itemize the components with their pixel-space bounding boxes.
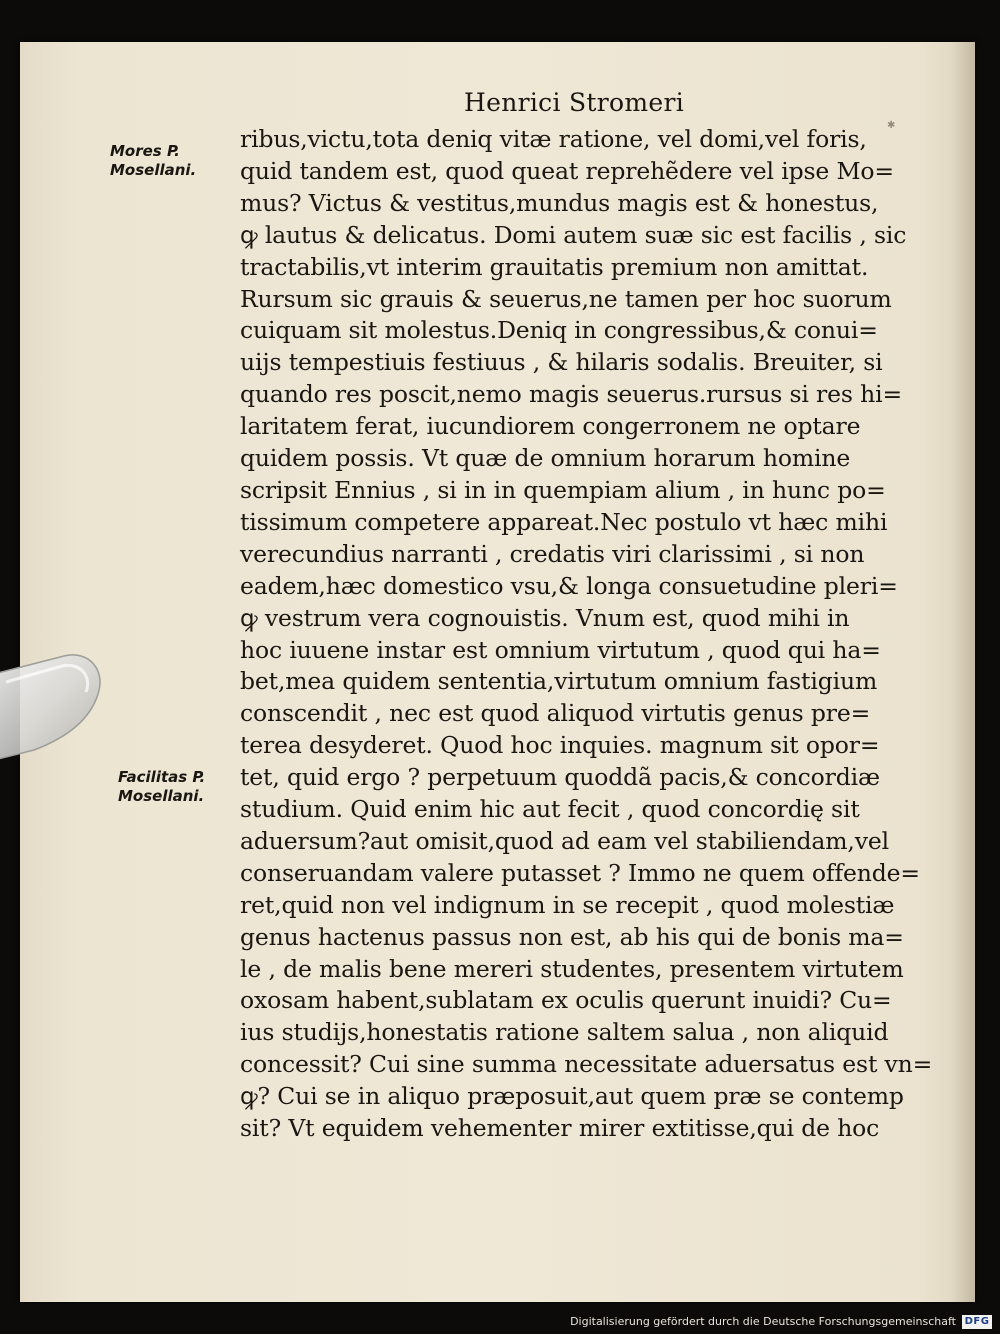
running-head: Henrici Stromeri: [464, 88, 685, 117]
body-text: [240, 124, 933, 1145]
plastic-clip-icon: [0, 652, 112, 762]
bleed-through-footer: [275, 1162, 935, 1222]
text-line: studium. Quid enim hic aut fecit , quod concordię sit: [240, 795, 860, 824]
text-line: cuiquam sit molestus.Deniq in congressibus,& conui=: [240, 316, 878, 345]
text-line: mus? Victus & vestitus,mundus magis est & honestus,: [240, 188, 879, 217]
text-line: quidem possis. Vt quæ de omnium horarum homine: [240, 444, 851, 473]
text-line: ꝙ lautus & delicatus. Domi autem suæ sic est facilis , sic: [240, 220, 907, 249]
text-line: ꝙ? Cui se in aliquo præposuit,aut quem præ se contemp: [240, 1082, 904, 1111]
margin-note-line: Mosellani.: [118, 787, 205, 805]
text-line: ribus,victu,tota deniq vitæ ratione, vel domi,vel foris,: [240, 125, 867, 153]
margin-note-mores: [110, 142, 250, 180]
dfg-logo-icon: DFG: [962, 1315, 992, 1329]
text-line: laritatem ferat, iucundiorem congerronem ne optare: [240, 412, 861, 441]
digitization-credit: Digitalisierung gefördert durch die Deutsche Forschungsgemeinschaft: [570, 1315, 956, 1328]
text-line: concessit? Cui sine summa necessitate aduersatus est vn=: [240, 1050, 933, 1079]
page-edge-shadow: [951, 42, 975, 1302]
margin-note-line: Mores P.: [110, 142, 180, 160]
text-line: ius studijs,honestatis ratione saltem salua , non aliquid: [240, 1018, 889, 1047]
text-line: tet, quid ergo ? perpetuum quoddã pacis,& concordiæ: [240, 763, 880, 792]
margin-note-facilitas: [118, 768, 258, 806]
page-mark: ✱: [887, 120, 896, 131]
text-line: ret,quid non vel indignum in se recepit , quod molestiæ: [240, 890, 895, 919]
text-line: oxosam habent,sublatam ex oculis querunt inuidi? Cu=: [240, 986, 892, 1015]
text-line: bet,mea quidem sententia,virtutum omnium fastigium: [240, 667, 878, 696]
text-line: conscendit , nec est quod aliquod virtutis genus pre=: [240, 699, 871, 728]
text-line: sit? Vt equidem vehementer mirer extitisse,qui de hoc: [240, 1114, 880, 1143]
margin-note-line: Facilitas P.: [118, 768, 206, 786]
text-line: ꝙ vestrum vera cognouistis. Vnum est, quod mihi in: [240, 603, 850, 632]
text-line: aduersum?aut omisit,quod ad eam vel stabiliendam,vel: [240, 826, 889, 855]
text-line: conseruandam valere putasset ? Immo ne quem offende=: [240, 858, 920, 887]
text-line: eadem,hæc domestico vsu,& longa consuetudine pleri=: [240, 571, 898, 600]
text-line: hoc iuuene instar est omnium virtutum , quod qui ha=: [240, 635, 881, 664]
text-line: Rursum sic grauis & seuerus,ne tamen per hoc suorum: [240, 284, 892, 313]
text-line: genus hactenus passus non est, ab his qui de bonis ma=: [240, 922, 904, 951]
show-through-ghost: [125, 327, 220, 517]
text-line: terea desyderet. Quod hoc inquies. magnum sit opor=: [240, 731, 880, 760]
text-line: uijs tempestiuis festiuus , & hilaris sodalis. Breuiter, si: [240, 348, 883, 377]
text-line: le , de malis bene mereri studentes, presentem virtutem: [240, 954, 904, 983]
text-line: quando res poscit,nemo magis seuerus.rursus si res hi=: [240, 380, 903, 409]
text-line: tractabilis,vt interim grauitatis premium non amittat.: [240, 252, 869, 281]
text-line: quid tandem est, quod queat reprehẽdere vel ipse Mo=: [240, 156, 894, 185]
text-line: tissimum competere appareat.Nec postulo vt hæc mihi: [240, 507, 888, 536]
book-page: [20, 42, 975, 1302]
margin-note-line: Mosellani.: [110, 161, 197, 179]
text-line: verecundius narranti , credatis viri clarissimi , si non: [240, 539, 865, 568]
text-line: scripsit Ennius , si in in quempiam alium , in hunc po=: [240, 475, 886, 504]
